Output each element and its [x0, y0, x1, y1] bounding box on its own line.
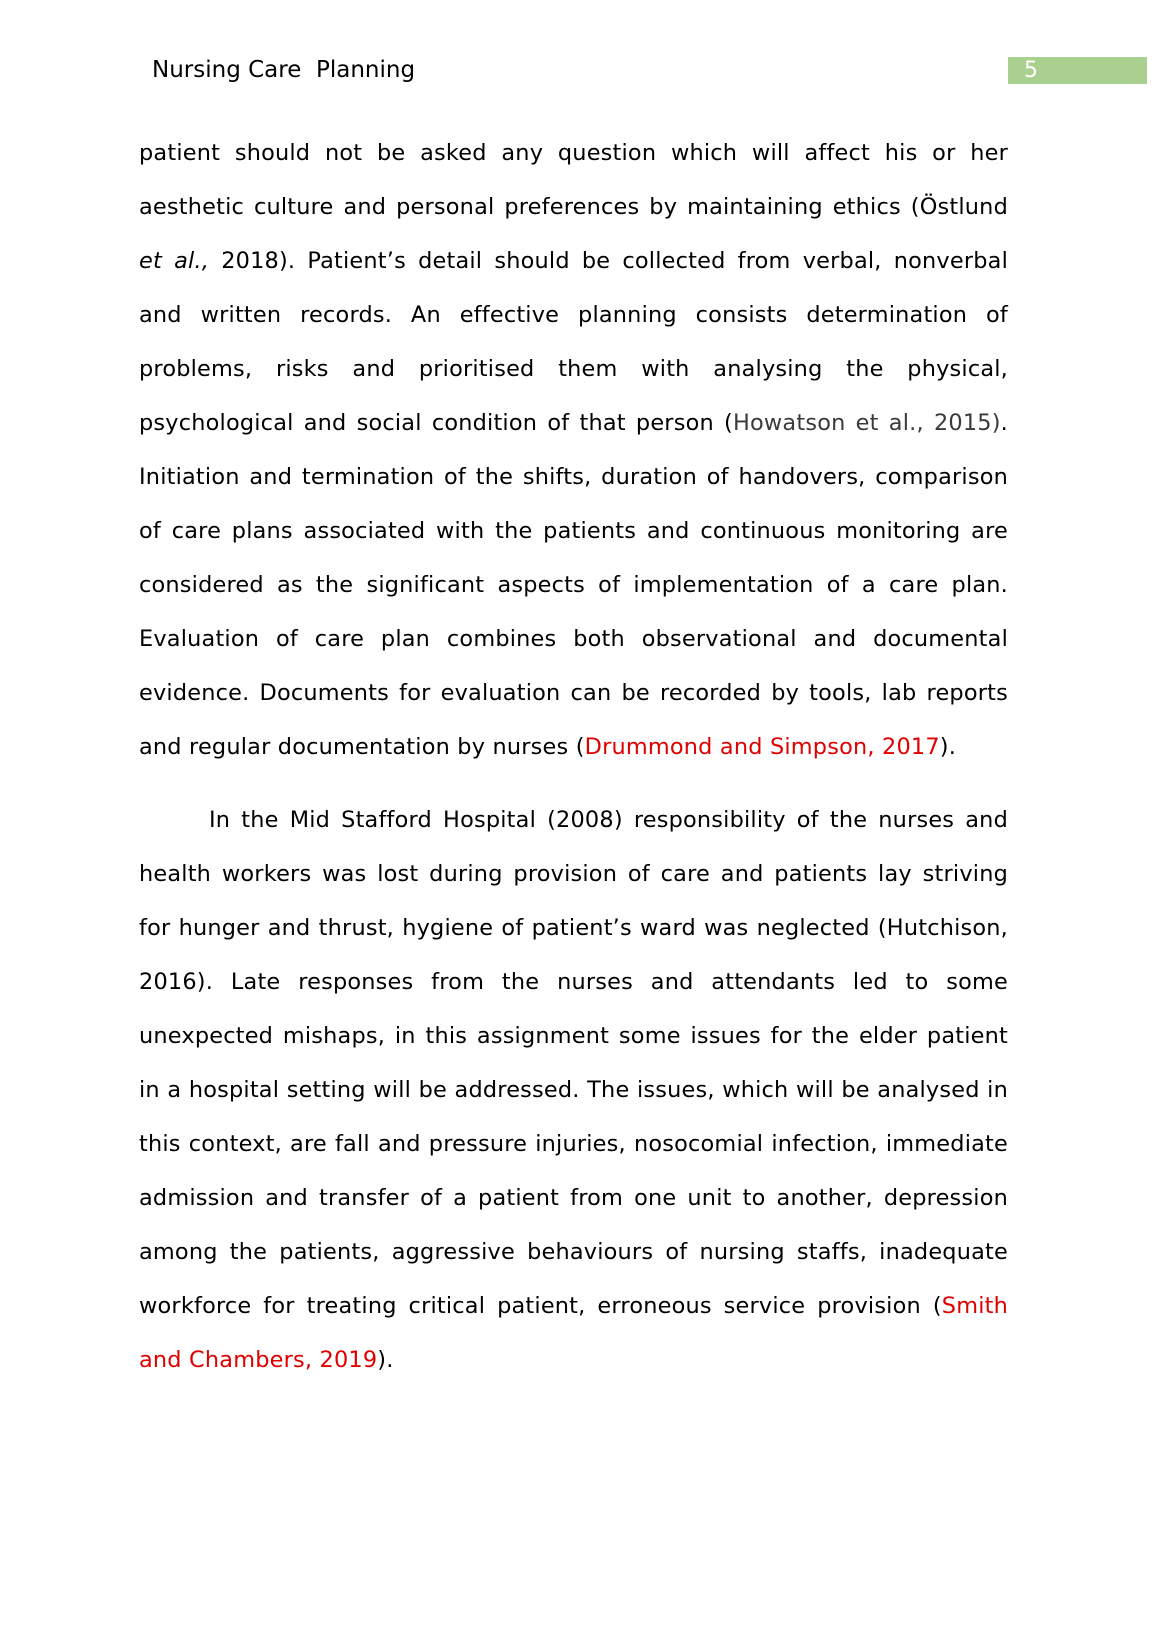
paragraph-1 [139, 126, 1008, 774]
paragraph-2 [139, 793, 1008, 1387]
paragraph-1-text-a: patient should not be asked any question which will affect his or her aesthetic culture and personal preferences by maintaining ethics (Östlund [139, 140, 1008, 220]
paragraph-2-text-b: ). [377, 1347, 394, 1373]
document-body [139, 126, 1008, 1387]
citation-smith-chambers: Smith and Chambers, 2019 [139, 1293, 1008, 1373]
paragraph-2-text-a: In the Mid Stafford Hospital (2008) responsibility of the nurses and health workers was lost during provision of care and patients lay striving for hunger and thrust, hygiene of patient’s ward was neglected (Hutchison, 2016). Late responses from the nurses and attendants led to some unexpected mishaps, in this assignment some issues for the elder patient in a hospital setting will be addressed. The issues, which will be analysed in this context, are fall and pressure injuries, nosocomial infection, immediate admission and transfer of a patient from one unit to another, depression among the patients, aggressive behaviours of nursing staffs, inadequate workforce for treating critical patient, erroneous service provision ( [139, 807, 1008, 1319]
running-header-title: Nursing Care Planning [152, 57, 416, 83]
citation-drummond-simpson: Drummond and Simpson, 2017 [584, 734, 940, 760]
paragraph-1-text-d: ). [939, 734, 957, 760]
paragraph-1-italic-et-al: et al., [139, 248, 210, 274]
citation-howatson: Howatson et al., 2015) [732, 410, 1001, 436]
paragraph-1-text-b: 2018). Patient’s detail should be collected from verbal, nonverbal and written records. An effective planning consists determination of problems, risks and prioritised them with analysing the physical, psychological and social condition of that person ( [139, 248, 1009, 436]
page-number: 5 [1008, 57, 1147, 84]
paragraph-1-text-c: . Initiation and termination of the shifts, duration of handovers, comparison of care plans associated with the patients and continuous monitoring are considered as the significant aspects of implementation of a care plan. Evaluation of care plan combines both observational and documental evidence. Documents for evaluation can be recorded by tools, lab reports and regular documentation by nurses ( [139, 410, 1008, 760]
